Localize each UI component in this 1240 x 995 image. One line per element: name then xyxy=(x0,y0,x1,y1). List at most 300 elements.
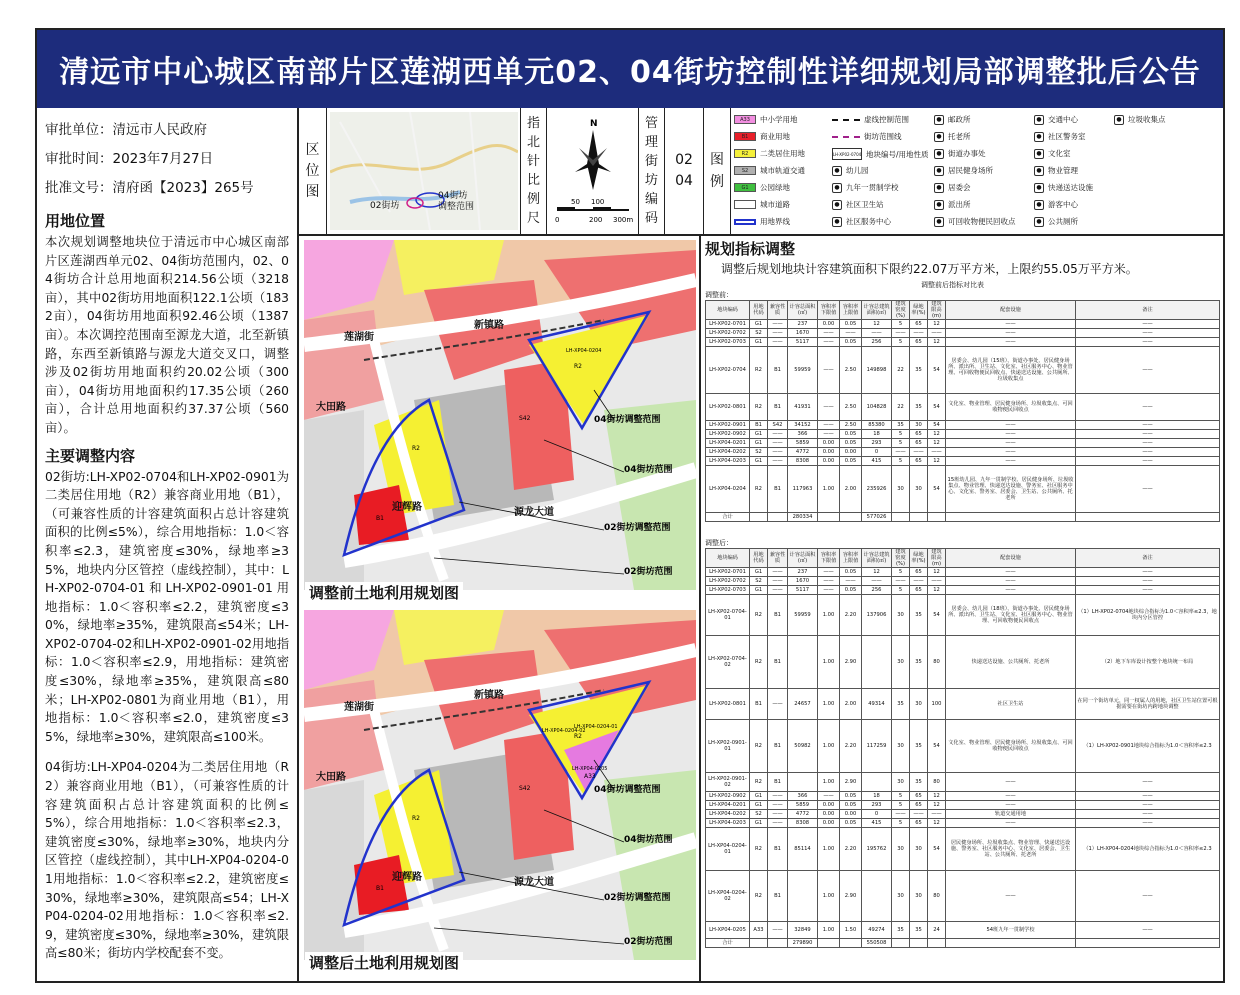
map-before-graphic xyxy=(304,240,696,590)
table-cell: （1）LH-XP02-0704地块综合指标为1.0＜容积率≤2.3，地块内分区管控 xyxy=(1076,595,1220,636)
table-cell: 35 xyxy=(910,347,928,394)
zone-code: R2 xyxy=(574,363,582,370)
legend-text: 托老所 xyxy=(948,132,971,141)
legend-line-item xyxy=(832,165,869,176)
table-cell: LH-XP02-0701 xyxy=(706,568,750,577)
map-annotation: 04街坊调整范围 xyxy=(594,785,661,795)
table-header-cell: 兼容性质 xyxy=(768,301,788,320)
table-after xyxy=(705,548,1220,948)
table-cell: LH-XP04-0201 xyxy=(706,801,750,810)
location-map-label xyxy=(299,108,327,234)
table-cell: 0.00 xyxy=(818,810,840,819)
table-cell: 30 xyxy=(892,720,910,773)
table-cell: —— xyxy=(892,577,910,586)
table-row xyxy=(706,720,1220,773)
table-cell: 50982 xyxy=(788,720,818,773)
table-cell: —— xyxy=(768,457,788,466)
table-cell: —— xyxy=(818,586,840,595)
table-cell: 12 xyxy=(928,457,946,466)
table-cell: 104828 xyxy=(862,394,892,421)
table-cell: 2.00 xyxy=(840,466,862,513)
legend-text: 快递送达设施 xyxy=(1048,183,1093,192)
legend-landuse-item xyxy=(734,165,805,176)
table-cell: —— xyxy=(946,320,1076,329)
table-cell: 12 xyxy=(928,586,946,595)
table-cell: （2）地下车库设计按整个地块统一布局 xyxy=(1076,636,1220,689)
map-annotation: 04街坊范围 xyxy=(624,835,673,845)
table-header-cell: 计容总建筑面积(㎡) xyxy=(862,301,892,320)
facility-icon: ● xyxy=(832,200,842,210)
table-cell: —— xyxy=(768,439,788,448)
left-text-panel xyxy=(37,108,299,983)
table-cell: —— xyxy=(1076,792,1220,801)
table-header-cell: 容积率上限值 xyxy=(840,301,862,320)
label-char: 坊 xyxy=(644,173,658,188)
table-cell: 54 xyxy=(928,466,946,513)
table-cell: —— xyxy=(1076,819,1220,828)
facility-icon: ● xyxy=(1034,132,1044,142)
table-cell: 30 xyxy=(892,466,910,513)
table-header xyxy=(706,549,1220,568)
table-cell: 32849 xyxy=(788,922,818,939)
facility-icon: ● xyxy=(1034,115,1044,125)
facility-icon: ● xyxy=(934,115,944,125)
table-cell: —— xyxy=(910,810,928,819)
facility-icon: ● xyxy=(1114,115,1124,125)
table-cell: 237 xyxy=(788,320,818,329)
table-cell: S2 xyxy=(750,577,768,586)
table-cell: —— xyxy=(1076,801,1220,810)
table-cell: 5 xyxy=(892,430,910,439)
table-cell xyxy=(818,939,840,948)
table-row xyxy=(706,577,1220,586)
table-cell: B1 xyxy=(750,421,768,430)
legend-text: 交通中心 xyxy=(1048,115,1078,124)
table-cell: 0 xyxy=(862,448,892,457)
table-cell: 1.00 xyxy=(818,466,840,513)
table-cell: —— xyxy=(946,577,1076,586)
table-header-cell: 建筑限高(m) xyxy=(928,301,946,320)
legend-text: 二类居住用地 xyxy=(760,149,805,158)
table-cell: LH-XP02-0901 xyxy=(706,421,750,430)
table-cell: LH-XP04-0204-01 xyxy=(706,828,750,871)
table-cell: 65 xyxy=(910,320,928,329)
facility-icon: ● xyxy=(934,200,944,210)
table-cell: 0.00 xyxy=(818,819,840,828)
table-cell xyxy=(892,939,910,948)
legend-facility-item xyxy=(934,131,971,142)
facility-icon: ● xyxy=(1034,149,1044,159)
table-cell xyxy=(750,939,768,948)
table-cell: 65 xyxy=(910,801,928,810)
table-cell: —— xyxy=(1076,568,1220,577)
legend-text: 街坊范围线 xyxy=(864,132,902,141)
legend-text: 物业管理 xyxy=(1048,166,1078,175)
table-cell: —— xyxy=(768,689,788,720)
table-cell xyxy=(928,513,946,522)
table-cell: 80 xyxy=(928,636,946,689)
table-row xyxy=(706,430,1220,439)
table-cell: 35 xyxy=(910,922,928,939)
legend-text: 社区警务室 xyxy=(1048,132,1086,141)
table-cell: —— xyxy=(910,577,928,586)
table-cell: 117963 xyxy=(788,466,818,513)
label-char: 针 xyxy=(526,154,540,169)
table-cell: 2.90 xyxy=(840,773,862,792)
table-cell xyxy=(892,513,910,522)
table-cell: 12 xyxy=(928,568,946,577)
table-row xyxy=(706,466,1220,513)
table-cell: 2.20 xyxy=(840,595,862,636)
zone-code: R2 xyxy=(412,815,420,822)
location-map-graphic xyxy=(330,112,518,230)
table-cell: —— xyxy=(946,586,1076,595)
north-label xyxy=(521,108,547,234)
table-cell: LH-XP02-0901-01 xyxy=(706,720,750,773)
table-cell: —— xyxy=(946,819,1076,828)
legend-text: 公园绿地 xyxy=(760,183,790,192)
location-map xyxy=(327,108,521,234)
table-cell: 0.00 xyxy=(818,457,840,466)
table-header-cell: 建筑密度(%) xyxy=(892,301,910,320)
facility-icon: ● xyxy=(934,132,944,142)
table-cell: 35 xyxy=(892,922,910,939)
table-cell: 0.00 xyxy=(818,448,840,457)
table-cell: 65 xyxy=(910,457,928,466)
plot-code: LH-XP04-0205 xyxy=(572,766,608,772)
table-cell: A33 xyxy=(750,922,768,939)
table-row xyxy=(706,320,1220,329)
road-label: 迎辉路 xyxy=(392,872,422,883)
legend-text: 社区卫生站 xyxy=(846,200,884,209)
table-cell: B1 xyxy=(768,466,788,513)
table-header-cell: 地块编码 xyxy=(706,549,750,568)
table-cell: —— xyxy=(1076,586,1220,595)
table-cell: B1 xyxy=(768,773,788,792)
approval-unit: 审批单位：清远市人民政府 xyxy=(45,122,207,138)
table-cell xyxy=(862,871,892,922)
table-row xyxy=(706,595,1220,636)
table-cell: R2 xyxy=(750,347,768,394)
table-cell: LH-XP04-0202 xyxy=(706,810,750,819)
table-cell: 2.90 xyxy=(840,871,862,922)
table-cell: —— xyxy=(818,792,840,801)
scale-num: 0 xyxy=(554,216,559,224)
page-title-text: 清远市中心城区南部片区莲湖西单元02、04街坊控制性详细规划局部调整批后公告 xyxy=(59,55,1201,90)
table-cell: 256 xyxy=(862,586,892,595)
table-cell: LH-XP02-0902 xyxy=(706,430,750,439)
scale-num: 200 xyxy=(588,216,602,224)
table-cell xyxy=(862,773,892,792)
table-cell: 30 xyxy=(892,636,910,689)
table-cell: —— xyxy=(818,430,840,439)
table-cell: —— xyxy=(946,448,1076,457)
table-cell: 5 xyxy=(892,457,910,466)
table-cell: —— xyxy=(946,338,1076,347)
table-cell: 2.50 xyxy=(840,347,862,394)
table-cell: 1.00 xyxy=(818,828,840,871)
road-label: 大田路 xyxy=(316,402,346,413)
table-cell: 49314 xyxy=(862,689,892,720)
table-cell: （1）LH-XP02-0901地块综合指标为1.0＜容积率≤2.3 xyxy=(1076,720,1220,773)
table-cell: 5 xyxy=(892,801,910,810)
table-cell: G1 xyxy=(750,792,768,801)
table-cell: 0.05 xyxy=(840,792,862,801)
legend-swatch xyxy=(734,219,756,225)
table-cell: 文化室、物业管理、居民健身场所、垃圾收集点、可回收物便民回收点 xyxy=(946,394,1076,421)
table-cell: 280334 xyxy=(788,513,818,522)
legend-text: 居民健身场所 xyxy=(948,166,993,175)
table-cell: 30 xyxy=(892,595,910,636)
table-cell: —— xyxy=(768,810,788,819)
label-char: 位 xyxy=(305,162,320,179)
table-cell: G1 xyxy=(750,586,768,595)
table-cell: B1 xyxy=(768,828,788,871)
table-cell: 18 xyxy=(862,792,892,801)
table-cell: —— xyxy=(818,421,840,430)
north-arrow xyxy=(547,108,639,234)
indicator-summary: 调整后规划地块计容建筑面积下限约22.07万平方米，上限约55.05万平方米。 xyxy=(721,262,1138,276)
zone-code: B1 xyxy=(376,515,384,522)
table-cell: —— xyxy=(1076,347,1220,394)
table-header-cell: 计容总建筑面积(㎡) xyxy=(862,549,892,568)
legend-landuse-item xyxy=(734,131,790,142)
table-cell: —— xyxy=(946,421,1076,430)
legend-facility-item xyxy=(1034,199,1078,210)
label-char: 图 xyxy=(710,152,724,168)
table-cell: —— xyxy=(1076,338,1220,347)
table-cell: B1 xyxy=(768,720,788,773)
table-cell xyxy=(910,939,928,948)
table-row xyxy=(706,421,1220,430)
table-cell: S2 xyxy=(750,448,768,457)
table-cell: —— xyxy=(818,347,840,394)
table-cell: —— xyxy=(892,329,910,338)
label-char: 例 xyxy=(526,192,540,207)
table-cell: 轨道交通用地 xyxy=(946,810,1076,819)
table-cell: 54 xyxy=(928,394,946,421)
legend-line-item xyxy=(832,216,891,227)
legend-text: 街道办事处 xyxy=(948,149,986,158)
table-cell: 100 xyxy=(928,689,946,720)
table-cell: —— xyxy=(946,792,1076,801)
table-cell: —— xyxy=(1076,329,1220,338)
map-after-graphic xyxy=(304,610,696,960)
table-cell: —— xyxy=(946,439,1076,448)
table-header-cell: 配套设施 xyxy=(946,301,1076,320)
table-cell xyxy=(840,939,862,948)
legend-line-item xyxy=(832,182,899,193)
table-cell: 0.05 xyxy=(840,801,862,810)
table-cell: 54 xyxy=(928,828,946,871)
table-cell: 41931 xyxy=(788,394,818,421)
table-cell: 0.05 xyxy=(840,457,862,466)
map-before-caption: 调整前土地利用规划图 xyxy=(305,582,463,603)
legend-text: 地块编号/用地性质 xyxy=(866,149,929,159)
table-cell: 0.05 xyxy=(840,819,862,828)
table-cell xyxy=(946,939,1076,948)
table-cell: —— xyxy=(910,329,928,338)
table-cell: 137906 xyxy=(862,595,892,636)
legend-landuse-item xyxy=(734,199,790,210)
table-cell: —— xyxy=(1076,810,1220,819)
legend-swatch xyxy=(734,200,756,209)
table-cell xyxy=(788,636,818,689)
table-cell: LH-XP02-0704-01 xyxy=(706,595,750,636)
table-cell: —— xyxy=(946,430,1076,439)
table-cell: —— xyxy=(1076,320,1220,329)
table-cell: G1 xyxy=(750,457,768,466)
boundary-line-icon xyxy=(832,136,860,138)
table-cell: LH-XP02-0702 xyxy=(706,577,750,586)
table-cell: —— xyxy=(928,329,946,338)
table-row xyxy=(706,448,1220,457)
table-cell: 4772 xyxy=(788,448,818,457)
table-cell: 293 xyxy=(862,801,892,810)
legend-label xyxy=(704,108,731,234)
table-cell: B1 xyxy=(768,636,788,689)
zone-code: R2 xyxy=(574,733,582,740)
road-label: 源龙大道 xyxy=(514,507,554,518)
table-cell: 85380 xyxy=(862,421,892,430)
table-cell: 0.00 xyxy=(818,439,840,448)
table-cell: —— xyxy=(768,448,788,457)
table-row xyxy=(706,939,1220,948)
table-cell: 12 xyxy=(862,320,892,329)
table-cell: 5859 xyxy=(788,801,818,810)
legend-text: 用地界线 xyxy=(760,217,790,226)
table-cell: G1 xyxy=(750,430,768,439)
table-cell: 0.00 xyxy=(840,810,862,819)
table-cell: 65 xyxy=(910,792,928,801)
facility-icon: ● xyxy=(1034,183,1044,193)
table-cell: —— xyxy=(818,577,840,586)
label-char: 理 xyxy=(644,135,658,150)
table-cell: 2.00 xyxy=(840,689,862,720)
table-row xyxy=(706,586,1220,595)
table-cell: —— xyxy=(862,577,892,586)
table-cell: 59959 xyxy=(788,347,818,394)
table-row xyxy=(706,394,1220,421)
legend-facility-item xyxy=(934,182,971,193)
road-label: 迎辉路 xyxy=(392,502,422,513)
table-cell: —— xyxy=(840,577,862,586)
road-label: 大田路 xyxy=(316,772,346,783)
table-header-cell: 绿地率(%) xyxy=(910,301,928,320)
legend xyxy=(704,108,1225,234)
table-cell: —— xyxy=(946,457,1076,466)
table-cell: 195762 xyxy=(862,828,892,871)
table-cell: —— xyxy=(768,801,788,810)
after-label: 调整后： xyxy=(705,539,733,547)
table-cell: G1 xyxy=(750,801,768,810)
label-char: 例 xyxy=(710,174,724,190)
table-row xyxy=(706,871,1220,922)
facility-icon: ● xyxy=(934,183,944,193)
approval-time: 审批时间：2023年7月27日 xyxy=(45,151,214,167)
table-cell: 0.00 xyxy=(818,320,840,329)
table-cell: LH-XP02-0704 xyxy=(706,347,750,394)
table-header-cell: 用地代码 xyxy=(750,301,768,320)
legend-facility-item xyxy=(934,199,971,210)
table-cell: 0.05 xyxy=(840,568,862,577)
table-cell: 30 xyxy=(910,689,928,720)
table-cell: 12 xyxy=(928,439,946,448)
plot-code: LH-XP04-0204-02 xyxy=(542,728,586,734)
adjust-heading: 主要调整内容 xyxy=(45,446,136,465)
table-cell: 合计 xyxy=(706,939,750,948)
table-cell: 4772 xyxy=(788,810,818,819)
table-cell: 30 xyxy=(892,773,910,792)
map-annotation: 02街坊调整范围 xyxy=(604,523,671,533)
table-cell: 30 xyxy=(910,871,928,922)
legend-text: 可回收物便民回收点 xyxy=(948,217,1016,226)
loc-label-range: 调整范围 xyxy=(437,202,474,212)
table-cell: 1670 xyxy=(788,577,818,586)
map-annotation: 02街坊范围 xyxy=(624,567,673,577)
facility-icon: ● xyxy=(1034,166,1044,176)
table-cell: 0.05 xyxy=(840,320,862,329)
table-cell: 85114 xyxy=(788,828,818,871)
legend-landuse-item xyxy=(734,182,790,193)
table-cell: 577026 xyxy=(862,513,892,522)
table-cell xyxy=(862,636,892,689)
table-cell: 0 xyxy=(862,810,892,819)
table-cell: 24657 xyxy=(788,689,818,720)
table-cell: S2 xyxy=(750,329,768,338)
table-cell: 550508 xyxy=(862,939,892,948)
table-cell: LH-XP02-0901-02 xyxy=(706,773,750,792)
table-cell: 0.00 xyxy=(818,801,840,810)
table-cell: LH-XP02-0703 xyxy=(706,338,750,347)
table-cell: —— xyxy=(768,577,788,586)
label-char: 北 xyxy=(526,135,540,150)
table-cell: 65 xyxy=(910,586,928,595)
table-cell: —— xyxy=(892,810,910,819)
table-cell: —— xyxy=(1076,773,1220,792)
table-cell: —— xyxy=(862,329,892,338)
table-cell: 237 xyxy=(788,568,818,577)
table-cell: 22 xyxy=(892,394,910,421)
table-cell: 279890 xyxy=(788,939,818,948)
table-cell: G1 xyxy=(750,568,768,577)
table-cell: G1 xyxy=(750,439,768,448)
table-cell: S42 xyxy=(768,421,788,430)
table-header-cell: 建筑限高(m) xyxy=(928,549,946,568)
facility-icon: ● xyxy=(934,217,944,227)
table-cell: 18 xyxy=(862,430,892,439)
table-cell: 59959 xyxy=(788,595,818,636)
table-header-cell: 容积率上限值 xyxy=(840,549,862,568)
table-cell: LH-XP04-0201 xyxy=(706,439,750,448)
legend-facility-item xyxy=(934,114,971,125)
table-cell xyxy=(818,513,840,522)
table-cell: LH-XP04-0205 xyxy=(706,922,750,939)
table-cell: 30 xyxy=(910,421,928,430)
label-char: 街 xyxy=(644,154,658,169)
table-cell: —— xyxy=(818,394,840,421)
legend-swatch: R2 xyxy=(734,149,756,158)
table-cell: 293 xyxy=(862,439,892,448)
table-cell: —— xyxy=(892,448,910,457)
road-label: 源龙大道 xyxy=(514,877,554,888)
legend-text: 商业用地 xyxy=(760,132,790,141)
table-cell: —— xyxy=(768,819,788,828)
table-cell: 12 xyxy=(928,801,946,810)
table-cell: R2 xyxy=(750,394,768,421)
table-cell: 415 xyxy=(862,457,892,466)
legend-landuse-item xyxy=(734,148,805,159)
